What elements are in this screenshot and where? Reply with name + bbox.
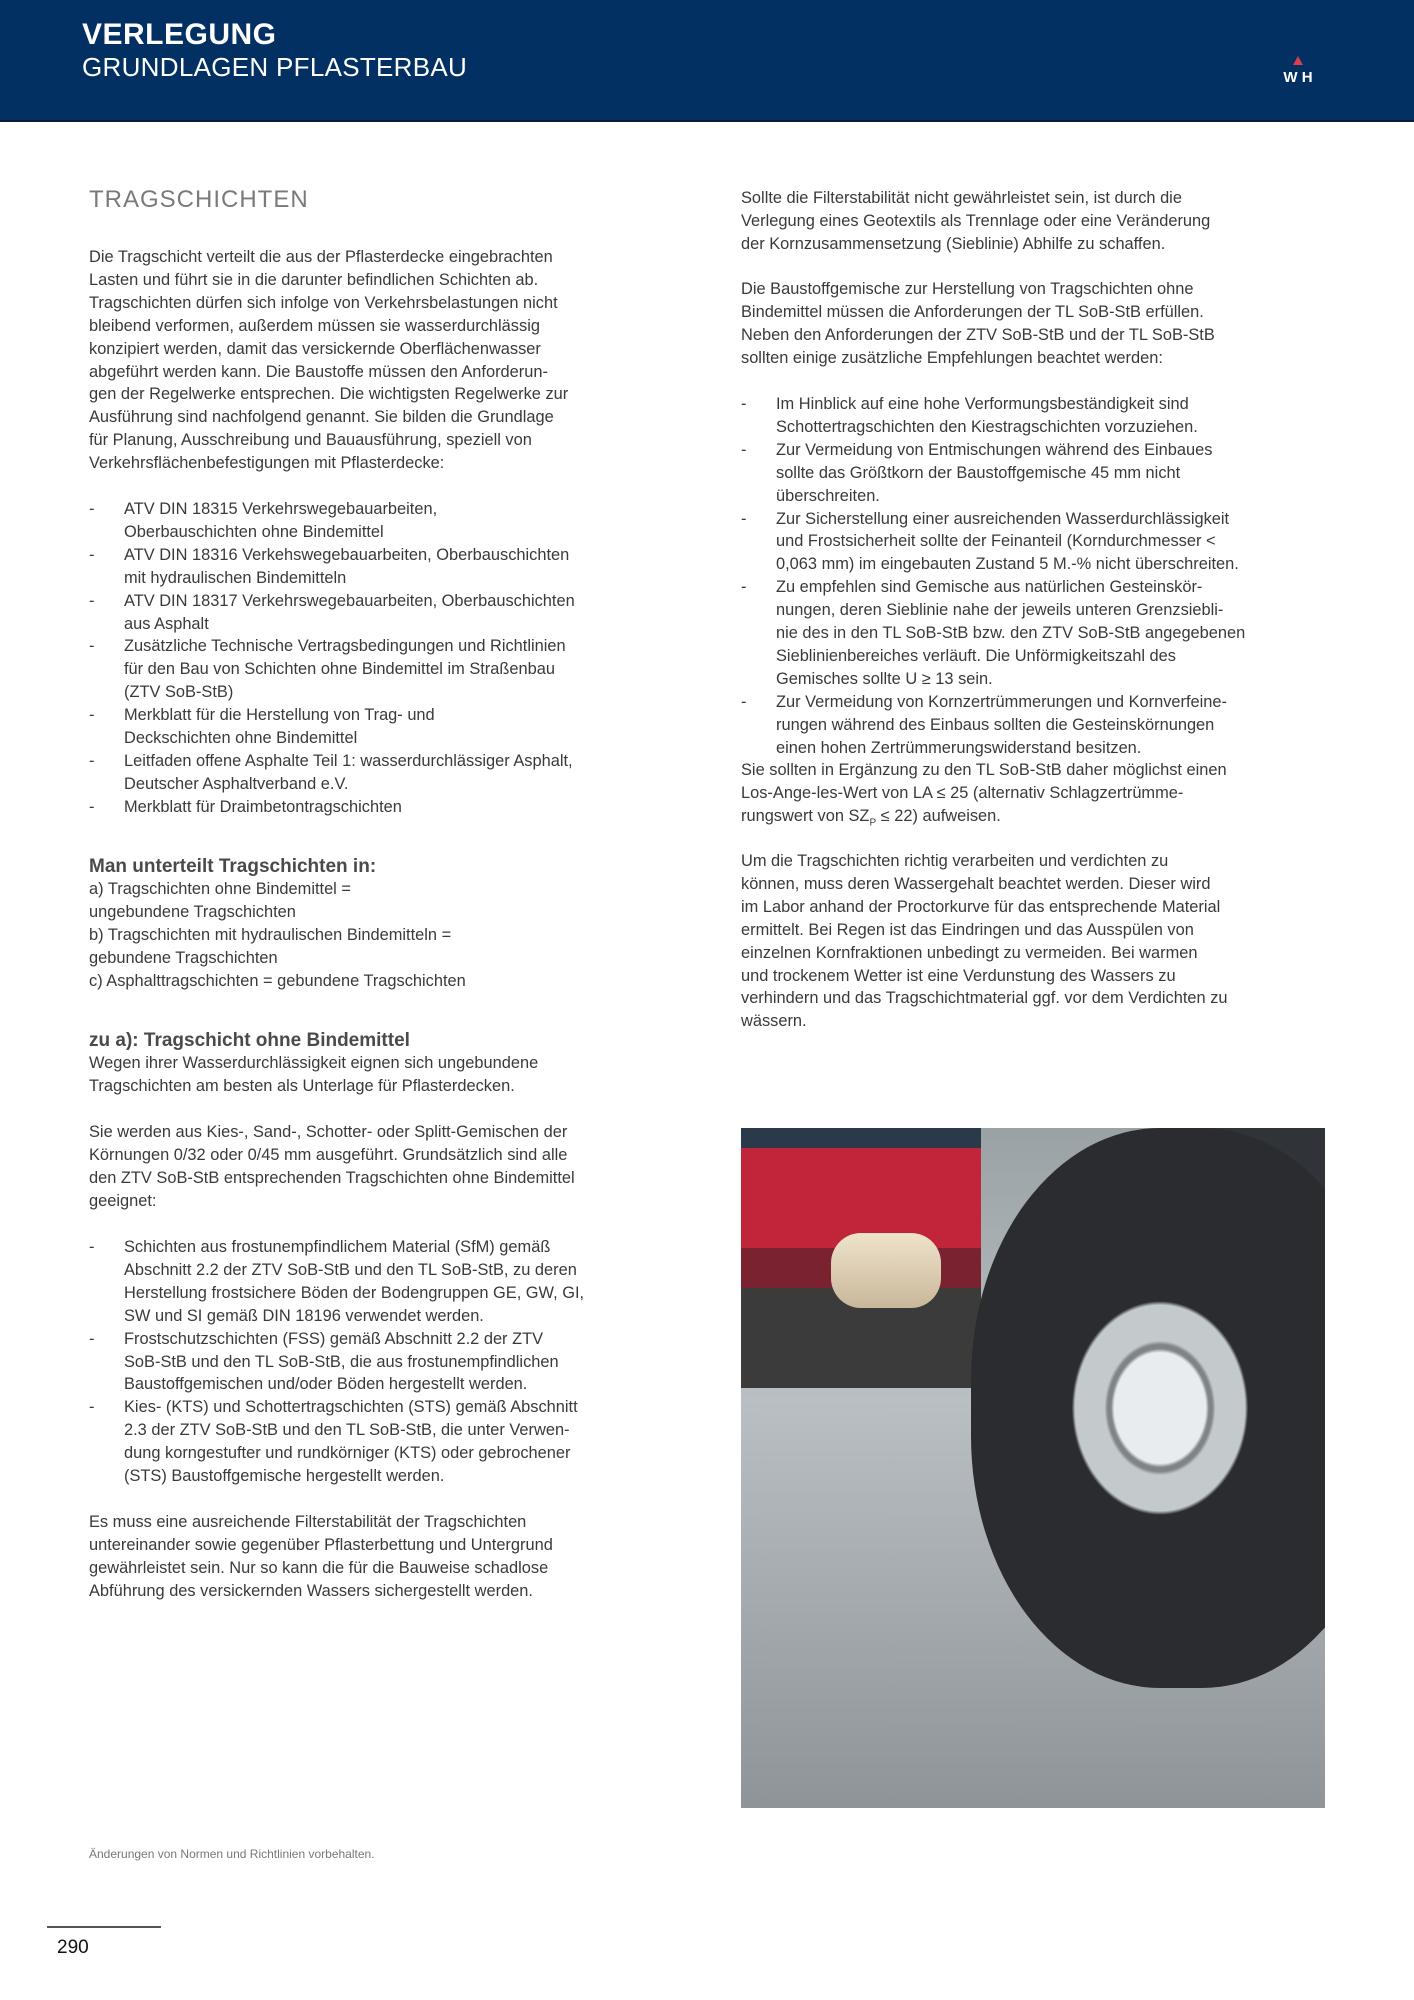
dash-bullet: - bbox=[89, 797, 95, 816]
list-item-text: Leitfaden offene Asphalte Teil 1: wasserdurchlässiger Asphalt, Deutscher Asphaltverband e.V. bbox=[124, 751, 573, 793]
truck-tire-on-pavement-photo bbox=[741, 1128, 1325, 1808]
list-item bbox=[89, 704, 679, 750]
list-item bbox=[741, 508, 1341, 577]
list-item-text: Merkblatt für Draimbetontragschichten bbox=[124, 797, 402, 816]
fuel-tank bbox=[831, 1233, 941, 1308]
dash-bullet: - bbox=[89, 1398, 95, 1417]
list-item-text: Frostschutzschichten (FSS) gemäß Abschnitt 2.2 der ZTV SoB-StB und den TL SoB-StB, die aus frostunempfindlichen Baustoffgemischen und/oder Böden hergestellt werden. bbox=[124, 1329, 559, 1394]
list-item bbox=[89, 498, 679, 544]
baustoffgemische-paragraph: Die Baustoffgemische zur Herstellung von Tragschichten ohne Bindemittel müssen die Anforderungen der TL SoB-StB erfüllen. Neben den Anforderungen der ZTV SoB-StB und der TL SoB-StB sollten einige zusätzliche Empfehlungen beachtet werden: bbox=[741, 280, 1215, 367]
los-angeles-text-end: ≤ 22) aufweisen. bbox=[876, 806, 1001, 825]
filter-paragraph: Es muss eine ausreichende Filterstabilität der Tragschichten untereinander sowie gegenüber Pflasterbettung und Untergrund gewährleistet sein. Nur so kann die für die Bauweise schadlose Abführung des versickernden Wassers sichergestellt werden. bbox=[89, 1513, 553, 1600]
dash-bullet: - bbox=[89, 706, 95, 725]
dash-bullet: - bbox=[89, 1238, 95, 1256]
list-item bbox=[741, 439, 1341, 508]
list-item bbox=[741, 691, 1341, 760]
list-item bbox=[741, 576, 1341, 691]
list-item bbox=[741, 393, 1341, 439]
list-item bbox=[89, 635, 679, 704]
zu-a-heading: zu a): Tragschicht ohne Bindemittel bbox=[89, 1030, 410, 1051]
list-item-text: ATV DIN 18315 Verkehrswegebauarbeiten, Oberbauschichten ohne Bindemittel bbox=[124, 500, 438, 541]
list-item-text: Merkblatt für die Herstellung von Trag- und Deckschichten ohne Bindemittel bbox=[124, 706, 435, 748]
schichten-list bbox=[89, 1236, 679, 1488]
section-subtitle: GRUNDLAGEN PFLASTERBAU bbox=[82, 52, 468, 82]
footer-rule bbox=[47, 1926, 161, 1928]
footnote: Änderungen von Normen und Richtlinien vorbehalten. bbox=[89, 1847, 375, 1861]
list-item-text: Zur Vermeidung von Kornzertrümmerungen und Kornverfeine- rungen während des Einbaus sollten die Gesteinskörnungen einen hohen Zertrümmerungswiderstand besitzen. bbox=[776, 692, 1227, 757]
geotextil-paragraph: Sollte die Filterstabilität nicht gewährleistet sein, ist durch die Verlegung eines Geotextils als Trennlage oder eine Veränderung der Kornzusammensetzung (Sieblinie) Abhilfe zu schaffen. bbox=[741, 189, 1211, 253]
unterteilung-list: a) Tragschichten ohne Bindemittel = ungebundene Tragschichten b) Tragschichten mit hydraulischen Bindemitteln = gebundene Tragschichten c) Asphalttragschichten = gebundene Tragschichten bbox=[89, 880, 466, 990]
list-item bbox=[89, 1328, 679, 1397]
list-item-text: ATV DIN 18317 Verkehrswegebauarbeiten, Oberbauschichten aus Asphalt bbox=[124, 591, 575, 633]
dash-bullet: - bbox=[89, 591, 95, 610]
los-angeles-text: Sie sollten in Ergänzung zu den TL SoB-StB daher möglichst einen Los-Ange-les-Wert von LA ≤ 25 (alternativ Schlagzertrümme- rungswert von SZ bbox=[741, 761, 1227, 825]
list-item bbox=[89, 1396, 679, 1488]
dash-bullet: - bbox=[89, 500, 95, 518]
company-logo bbox=[1272, 52, 1324, 86]
list-item bbox=[89, 750, 679, 796]
dash-bullet: - bbox=[741, 578, 747, 597]
regelwerke-list bbox=[89, 498, 679, 819]
svg-text:W H: W H bbox=[1283, 69, 1313, 86]
page-header bbox=[0, 0, 1414, 122]
unterteilung-heading: Man unterteilt Tragschichten in: bbox=[89, 856, 377, 877]
dash-bullet: - bbox=[741, 440, 747, 459]
zu-a-text: Wegen ihrer Wasserdurchlässigkeit eignen sich ungebundene Tragschichten am besten als Unterlage für Pflasterdecken. bbox=[89, 1054, 539, 1095]
list-item-text: Zusätzliche Technische Vertragsbedingungen und Richtlinien für den Bau von Schichten ohne Bindemittel im Straßenbau (ZTV SoB-StB) bbox=[124, 637, 566, 702]
los-angeles-paragraph bbox=[741, 759, 1341, 835]
dash-bullet: - bbox=[89, 545, 95, 564]
list-item bbox=[89, 544, 679, 590]
dash-bullet: - bbox=[89, 1329, 95, 1348]
list-item-text: Kies- (KTS) und Schottertragschichten (STS) gemäß Abschnitt 2.3 der ZTV SoB-StB und den TL SoB-StB, die unter Verwen- dung korngestufter und rundkörniger (KTS) oder gebrochener (STS) Baustoffgemische hergestellt werden. bbox=[124, 1398, 578, 1486]
heading-tragschichten: TRAGSCHICHTEN bbox=[89, 186, 309, 213]
dash-bullet: - bbox=[741, 395, 747, 413]
intro-paragraph: Die Tragschicht verteilt die aus der Pflasterdecke eingebrachten Lasten und führt sie in die darunter befindlichen Schichten ab. Tragschichten dürfen sich infolge von Verkehrsbelastungen nicht bleibend verformen, außerdem müssen sie wasserdurchlässig konzipiert werden, damit das versickernde Oberflächenwasser abgeführt werden kann. Die Baustoffe müssen den Anforderun- gen der Regelwerke entsprechen. Die wichtigsten Regelwerke zur Ausführung sind nachfolgend genannt. Sie bilden die Grundlage für Planung, Ausschreibung und Bauausführung, speziell von Verkehrsflächenbefestigungen mit Pflasterdecke: bbox=[89, 248, 569, 473]
list-item-text: Im Hinblick auf eine hohe Verformungsbeständigkeit sind Schottertragschichten den Kiestragschichten vorzuziehen. bbox=[776, 395, 1198, 436]
list-item bbox=[89, 1236, 679, 1328]
tire bbox=[971, 1128, 1325, 1688]
list-item bbox=[89, 796, 679, 819]
subscript-p: P bbox=[869, 817, 877, 829]
dash-bullet: - bbox=[741, 692, 747, 711]
section-title: VERLEGUNG bbox=[82, 18, 277, 51]
list-item bbox=[89, 590, 679, 636]
list-item-text: Zur Vermeidung von Entmischungen während des Einbaues sollte das Größtkorn der Baustoffgemische 45 mm nicht überschreiten. bbox=[776, 440, 1213, 505]
empfehlungen-list bbox=[741, 393, 1341, 760]
list-item-text: ATV DIN 18316 Verkehswegebauarbeiten, Oberbauschichten mit hydraulischen Bindemitteln bbox=[124, 545, 570, 587]
dash-bullet: - bbox=[741, 509, 747, 528]
dash-bullet: - bbox=[89, 751, 95, 770]
dash-bullet: - bbox=[89, 637, 95, 656]
page-number: 290 bbox=[57, 1937, 89, 1958]
koernungen-paragraph: Sie werden aus Kies-, Sand-, Schotter- oder Splitt-Gemischen der Körnungen 0/32 oder 0/45 mm ausgeführt. Grundsätzlich sind alle den ZTV SoB-StB entsprechenden Tragschichten ohne Bindemittel geeignet: bbox=[89, 1123, 575, 1210]
wassergehalt-paragraph: Um die Tragschichten richtig verarbeiten und verdichten zu können, muss deren Wassergehalt beachtet werden. Dieser wird im Labor anhand der Proctorkurve für das entsprechende Material ermittelt. Bei Regen ist das Eindringen und das Ausspülen von einzelnen Kornfraktionen unbedingt zu vermeiden. Bei warmen und trockenem Wetter ist eine Verdunstung des Wassers zu verhindern und das Tragschichtmaterial ggf. vor dem Verdichten zu wässern. bbox=[741, 852, 1228, 1031]
list-item-text: Schichten aus frostunempfindlichem Material (SfM) gemäß Abschnitt 2.2 der ZTV SoB-StB und den TL SoB-StB, zu deren Herstellung frostsichere Böden der Bodengruppen GE, GW, GI, SW und SI gemäß DIN 18196 verwendet werden. bbox=[124, 1238, 585, 1325]
list-item-text: Zur Sicherstellung einer ausreichenden Wasserdurchlässigkeit und Frostsicherheit sollte der Feinanteil (Korndurchmesser < 0,063 mm) im eingebauten Zustand 5 M.-% nicht überschreiten. bbox=[776, 509, 1239, 574]
list-item-text: Zu empfehlen sind Gemische aus natürlichen Gesteinskör- nungen, deren Sieblinie nahe der jeweils unteren Grenzsiebli- nie des in den TL SoB-StB bzw. den ZTV SoB-StB angegebenen Sieblinienbereiches verläuft. Die Unförmigkeitszahl des Gemisches sollte U ≥ 13 sein. bbox=[776, 578, 1246, 688]
